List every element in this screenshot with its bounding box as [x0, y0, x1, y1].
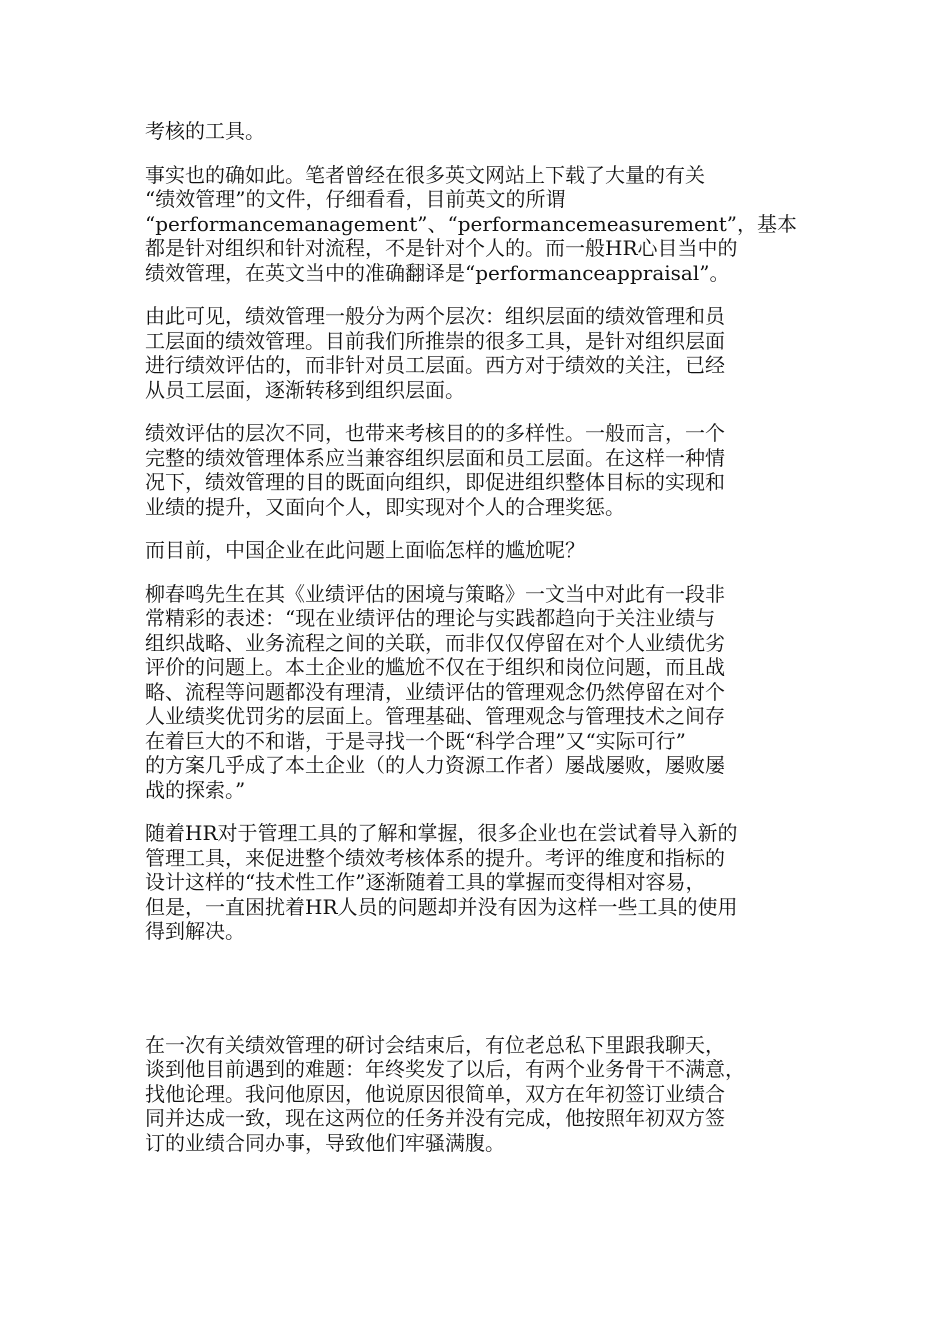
text-line: 业绩的提升，又面向个人，即实现对个人的合理奖惩。 — [145, 494, 625, 519]
text-line: 柳春鸣先生在其《业绩评估的困境与策略》一文当中对此有一段非 — [145, 581, 725, 606]
paragraph-two-levels — [145, 304, 810, 402]
text-line: 评价的问题上。本土企业的尴尬不仅在于组织和岗位问题，而且战 — [145, 655, 725, 679]
paragraph-terminology — [145, 163, 810, 286]
text-line: 在着巨大的不和谐，于是寻找一个既“科学合理”又“实际可行” — [145, 728, 686, 753]
text-line: 谈到他目前遇到的难题：年终奖发了以后，有两个业务骨干不满意， — [145, 1057, 745, 1081]
text-line: 的方案几乎成了本土企业（的人力资源工作者）屡战屡败，屡败屡 — [145, 753, 725, 777]
text-line: 设计这样的“技术性工作”逐渐随着工具的掌握而变得相对容易， — [145, 870, 706, 894]
text-line: 由此可见，绩效管理一般分为两个层次：组织层面的绩效管理和员 — [145, 304, 725, 328]
text-line: 得到解决。 — [145, 919, 245, 943]
text-line: 而目前，中国企业在此问题上面临怎样的尴尬呢？ — [145, 538, 585, 562]
paragraph-hr-tools — [145, 821, 810, 944]
paragraph-seminar-story — [145, 1033, 810, 1156]
text-line: 事实也的确如此。笔者曾经在很多英文网站上下载了大量的有关 — [145, 162, 705, 187]
text-line: 随着HR对于管理工具的了解和掌握，很多企业也在尝试着导入新的 — [145, 821, 738, 845]
text-line: 都是针对组织和针对流程，不是针对个人的。而一般HR心目当中的 — [145, 236, 738, 260]
paragraph-intro-end — [145, 119, 810, 144]
text-line: 绩效评估的层次不同，也带来考核目的的多样性。一般而言，一个 — [145, 421, 725, 445]
text-line: 完整的绩效管理体系应当兼容组织层面和员工层面。在这样一种情 — [145, 445, 725, 470]
text-line: 订的业绩合同办事，导致他们牢骚满腹。 — [145, 1130, 505, 1155]
text-line: 但是，一直困扰着HR人员的问题却并没有因为这样一些工具的使用 — [145, 894, 738, 919]
text-line: 常精彩的表述：“现在业绩评估的理论与实践都趋向于关注业绩与 — [145, 606, 716, 630]
text-line: “performancemanagement”、“performancemeasurement”，基本 — [145, 211, 797, 236]
text-line: 考核的工具。 — [145, 119, 265, 143]
text-line: 组织战略、业务流程之间的关联，而非仅仅停留在对个人业绩优劣 — [145, 630, 725, 655]
document-page — [145, 119, 810, 1174]
text-line: 略、流程等问题都没有理清，业绩评估的管理观念仍然停留在对个 — [145, 679, 725, 704]
text-line: 况下，绩效管理的目的既面向组织，即促进组织整体目标的实现和 — [145, 470, 725, 494]
paragraph-diversity — [145, 421, 810, 519]
text-line: 找他论理。我问他原因，他说原因很简单，双方在年初签订业绩合 — [145, 1081, 725, 1106]
text-line: 同并达成一致，现在这两位的任务并没有完成，他按照年初双方签 — [145, 1106, 725, 1130]
text-line: 在一次有关绩效管理的研讨会结束后，有位老总私下里跟我聊天， — [145, 1032, 725, 1057]
text-line: 进行绩效评估的，而非针对员工层面。西方对于绩效的关注，已经 — [145, 353, 725, 377]
text-line: 战的探索。” — [145, 777, 246, 802]
paragraph-quote — [145, 582, 810, 803]
text-line: 管理工具，来促进整个绩效考核体系的提升。考评的维度和指标的 — [145, 845, 725, 870]
text-line: 人业绩奖优罚劣的层面上。管理基础、管理观念与管理技术之间存 — [145, 704, 725, 728]
text-line: “绩效管理”的文件，仔细看看，目前英文的所谓 — [145, 187, 566, 211]
text-line: 从员工层面，逐渐转移到组织层面。 — [145, 377, 465, 402]
paragraph-question — [145, 538, 810, 563]
section-spacer — [145, 963, 810, 1033]
text-line: 工层面的绩效管理。目前我们所推崇的很多工具，是针对组织层面 — [145, 328, 725, 353]
text-line: 绩效管理，在英文当中的准确翻译是“performanceappraisal”。 — [145, 260, 730, 285]
